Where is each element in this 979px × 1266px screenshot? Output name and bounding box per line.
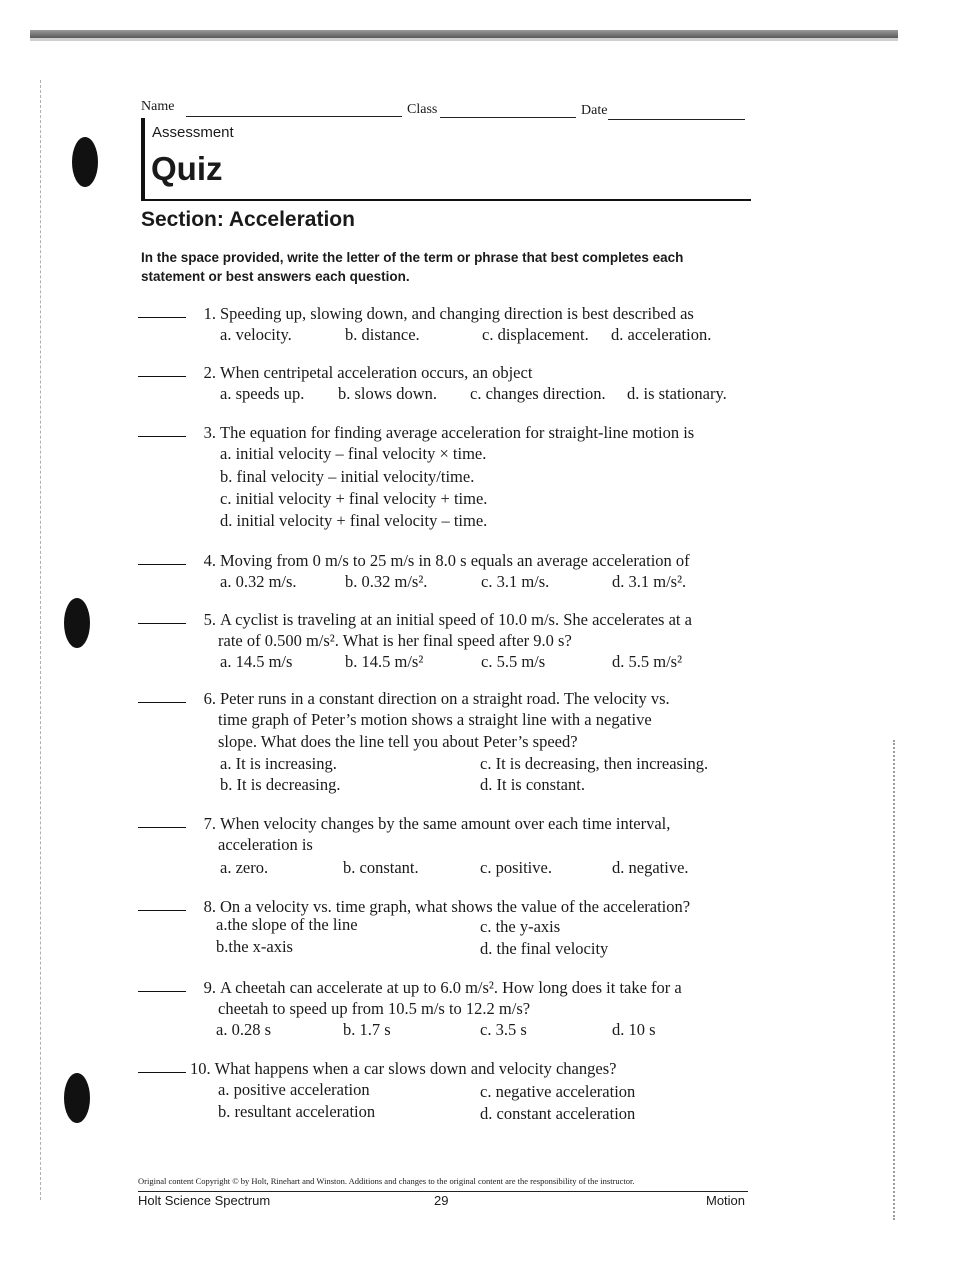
question-number: 6. bbox=[203, 689, 216, 708]
date-label: Date bbox=[581, 103, 608, 118]
name-field[interactable] bbox=[186, 116, 402, 117]
option: d. 10 s bbox=[612, 1020, 656, 1039]
option: a. zero. bbox=[220, 858, 269, 877]
answer-blank[interactable] bbox=[138, 623, 186, 624]
page-number: 29 bbox=[434, 1193, 449, 1208]
title-bar bbox=[141, 118, 145, 200]
question-number: 7. bbox=[203, 814, 216, 833]
question-text-line: rate of 0.500 m/s². What is her final speed after 9.0 s? bbox=[218, 631, 572, 650]
option: b. 14.5 m/s² bbox=[345, 652, 424, 671]
answer-blank[interactable] bbox=[138, 702, 186, 703]
section-title: Section: Acceleration bbox=[141, 208, 355, 231]
binder-hole-icon bbox=[64, 1073, 90, 1123]
question-7 bbox=[138, 813, 758, 877]
option: b. constant. bbox=[343, 858, 419, 877]
question-4 bbox=[138, 550, 758, 594]
option: c. initial velocity + final velocity + time. bbox=[220, 489, 488, 508]
option: b.the x-axis bbox=[216, 937, 293, 956]
option: a. initial velocity – final velocity × time. bbox=[220, 444, 487, 463]
option: a. 0.32 m/s. bbox=[220, 572, 297, 591]
option: b. slows down. bbox=[338, 384, 438, 403]
question-text-line: acceleration is bbox=[218, 835, 313, 854]
option: a. positive acceleration bbox=[218, 1080, 370, 1099]
answer-blank[interactable] bbox=[138, 1072, 186, 1073]
option: b. distance. bbox=[345, 325, 420, 344]
answer-blank[interactable] bbox=[138, 910, 186, 911]
option: b. resultant acceleration bbox=[218, 1102, 376, 1121]
footer-divider bbox=[138, 1191, 748, 1192]
answer-blank[interactable] bbox=[138, 991, 186, 992]
option: d. 3.1 m/s². bbox=[612, 572, 687, 591]
question-number: 2. bbox=[203, 363, 216, 382]
date-field[interactable] bbox=[608, 119, 745, 120]
answer-blank[interactable] bbox=[138, 376, 186, 377]
question-text-line: time graph of Peter’s motion shows a straight line with a negative bbox=[218, 710, 652, 729]
option: a. velocity. bbox=[220, 325, 292, 344]
option: b. 0.32 m/s². bbox=[345, 572, 428, 591]
binder-hole-icon bbox=[72, 137, 98, 187]
option: d. initial velocity + final velocity – time. bbox=[220, 511, 488, 530]
question-text: Moving from 0 m/s to 25 m/s in 8.0 s equals an average acceleration of bbox=[220, 551, 690, 570]
question-number: 8. bbox=[203, 897, 216, 916]
option: b. final velocity – initial velocity/time. bbox=[220, 467, 475, 486]
option: b. It is decreasing. bbox=[220, 775, 341, 794]
option: d. negative. bbox=[612, 858, 689, 877]
option: c. 3.5 s bbox=[480, 1020, 527, 1039]
answer-blank[interactable] bbox=[138, 436, 186, 437]
question-number: 9. bbox=[203, 978, 216, 997]
question-text-line: cheetah to speed up from 10.5 m/s to 12.2 m/s? bbox=[218, 999, 531, 1018]
question-text: On a velocity vs. time graph, what shows the value of the acceleration? bbox=[220, 897, 691, 916]
scan-top-bar bbox=[30, 30, 898, 38]
question-text: A cyclist is traveling at an initial speed of 10.0 m/s. She accelerates at a bbox=[220, 610, 692, 629]
option: d. is stationary. bbox=[627, 384, 727, 403]
question-number: 4. bbox=[203, 551, 216, 570]
option: c. 3.1 m/s. bbox=[481, 572, 550, 591]
scan-right-edge bbox=[893, 740, 897, 1220]
question-text: The equation for finding average acceleration for straight-line motion is bbox=[220, 423, 695, 442]
answer-blank[interactable] bbox=[138, 564, 186, 565]
question-2 bbox=[138, 362, 758, 406]
option: a. 14.5 m/s bbox=[220, 652, 293, 671]
question-1 bbox=[138, 303, 758, 347]
option: a. 0.28 s bbox=[216, 1020, 271, 1039]
scan-left-edge bbox=[40, 80, 42, 1200]
class-label: Class bbox=[407, 102, 438, 117]
question-number: 10. bbox=[190, 1059, 211, 1078]
option: c. displacement. bbox=[482, 325, 589, 344]
question-number: 1. bbox=[203, 304, 216, 323]
option: a. It is increasing. bbox=[220, 754, 337, 773]
copyright-notice: Original content Copyright © by Holt, Rinehart and Winston. Additions and changes to the original content are the responsibility of the instructor. bbox=[138, 1176, 635, 1186]
option: c. the y-axis bbox=[480, 917, 561, 936]
scan-top-bar-shadow bbox=[30, 38, 898, 41]
name-label: Name bbox=[141, 99, 175, 114]
chapter-name: Motion bbox=[706, 1193, 746, 1208]
binder-hole-icon bbox=[64, 598, 90, 648]
question-8 bbox=[138, 896, 758, 960]
question-text: Peter runs in a constant direction on a straight road. The velocity vs. bbox=[220, 689, 670, 708]
question-3 bbox=[138, 422, 758, 532]
book-title: Holt Science Spectrum bbox=[138, 1193, 271, 1208]
title-divider bbox=[141, 199, 751, 201]
question-9 bbox=[138, 977, 758, 1041]
option: d. the final velocity bbox=[480, 939, 609, 958]
page-title: Quiz bbox=[151, 150, 223, 187]
question-text-line: slope. What does the line tell you about Peter’s speed? bbox=[218, 732, 578, 751]
assessment-label: Assessment bbox=[152, 124, 234, 141]
option: d. constant acceleration bbox=[480, 1104, 636, 1123]
option: a. speeds up. bbox=[220, 384, 305, 403]
class-field[interactable] bbox=[440, 117, 576, 118]
option: d. 5.5 m/s² bbox=[612, 652, 683, 671]
question-number: 5. bbox=[203, 610, 216, 629]
option: d. It is constant. bbox=[480, 775, 585, 794]
option: c. changes direction. bbox=[470, 384, 606, 403]
question-5 bbox=[138, 609, 758, 673]
answer-blank[interactable] bbox=[138, 317, 186, 318]
option: c. negative acceleration bbox=[480, 1082, 636, 1101]
answer-blank[interactable] bbox=[138, 827, 186, 828]
option: a.the slope of the line bbox=[216, 915, 358, 934]
question-text: What happens when a car slows down and velocity changes? bbox=[214, 1059, 617, 1078]
question-text: Speeding up, slowing down, and changing direction is best described as bbox=[220, 304, 694, 323]
question-text: A cheetah can accelerate at up to 6.0 m/s². How long does it take for a bbox=[220, 978, 682, 997]
instructions: In the space provided, write the letter of the term or phrase that best completes each statement or best answers each question. bbox=[141, 250, 684, 284]
question-text: When centripetal acceleration occurs, an object bbox=[220, 363, 533, 382]
question-10 bbox=[138, 1058, 758, 1124]
option: b. 1.7 s bbox=[343, 1020, 391, 1039]
question-number: 3. bbox=[203, 423, 216, 442]
option: d. acceleration. bbox=[611, 325, 712, 344]
option: c. positive. bbox=[480, 858, 552, 877]
option: c. 5.5 m/s bbox=[481, 652, 546, 671]
option: c. It is decreasing, then increasing. bbox=[480, 754, 709, 773]
question-text: When velocity changes by the same amount over each time interval, bbox=[220, 814, 671, 833]
question-6 bbox=[138, 688, 758, 798]
